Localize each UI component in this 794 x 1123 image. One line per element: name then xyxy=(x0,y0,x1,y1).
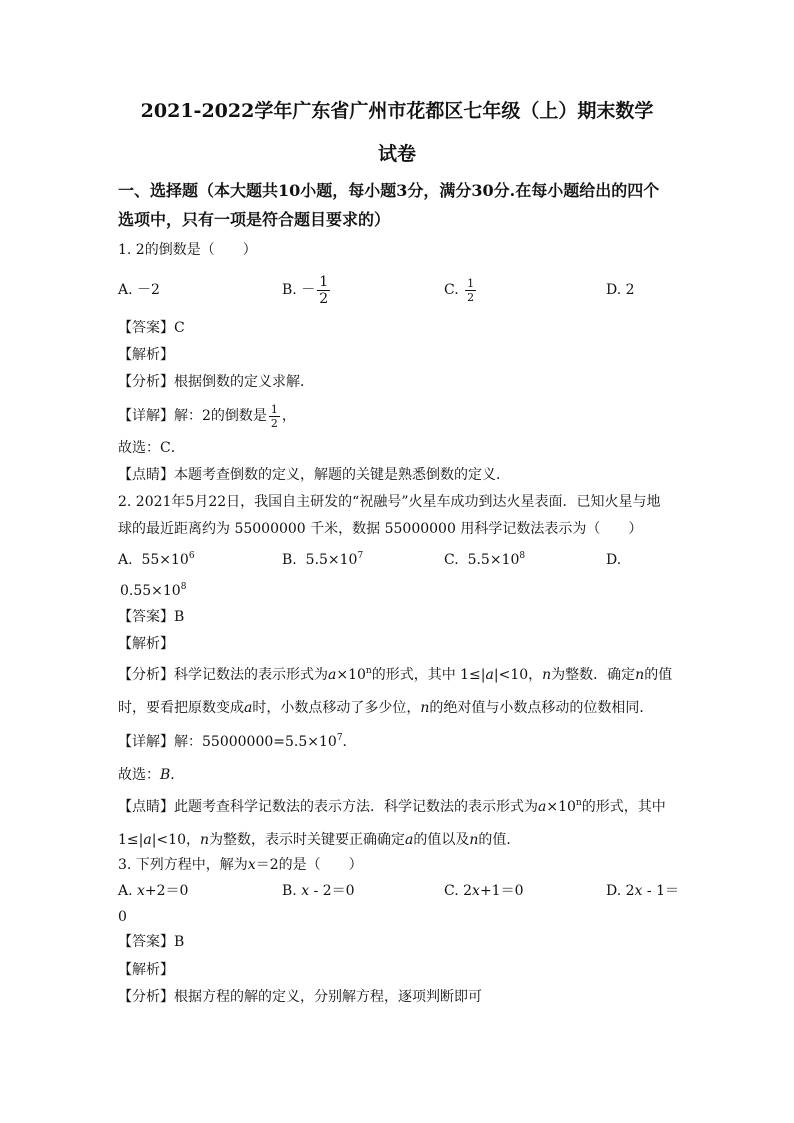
text-run: 的形式，其中 xyxy=(581,799,666,815)
text-run: +1＝0 xyxy=(479,883,524,899)
math-var: a xyxy=(244,700,253,716)
q2-option-d-base: 0.55×10 xyxy=(120,583,181,599)
text-run: ． xyxy=(170,767,185,783)
q1-option-c xyxy=(444,270,478,310)
text-run: 【分析】科学记数法的表示形式为 xyxy=(118,667,328,683)
q1-fenxi: 【分析】根据倒数的定义求解． xyxy=(118,374,314,390)
math-var: n xyxy=(420,700,430,716)
text-run: A. xyxy=(118,883,138,899)
fraction-denominator: 2 xyxy=(319,290,329,307)
q3-fenxi: 【分析】根据方程的解的定义，分别解方程，逐项判断即可 xyxy=(118,989,482,1005)
section-heading-line1: 一、选择题（本大题共10小题，每小题3分，满分30分.在每小题给出的四个 xyxy=(118,181,660,200)
section-heading-line2: 选项中，只有一项是符合题目要求的） xyxy=(118,210,391,229)
q1-option-b-fraction xyxy=(317,275,330,306)
page-title-line1: 2021-2022学年广东省广州市花都区七年级（上）期末数学 xyxy=(140,100,654,122)
text-run: C. 2 xyxy=(444,883,473,899)
q2-option-c-base: 5.5×10 xyxy=(467,552,520,568)
q1-jiexi: 【解析】 xyxy=(118,347,174,363)
q2-option-a-base: 55×10 xyxy=(141,552,189,568)
q1-detail xyxy=(118,396,296,436)
q2-option-b-base: 5.5×10 xyxy=(305,552,358,568)
math-var: n xyxy=(542,667,552,683)
text-run: ＝2的是（ ） xyxy=(255,857,363,873)
q3-answer: 【答案】B xyxy=(118,934,185,950)
math-var: B xyxy=(160,767,171,783)
q2-dianjing-line2 xyxy=(118,831,520,849)
q2-dianjing-line1 xyxy=(118,798,666,816)
q2-fenxi-line2 xyxy=(118,699,653,717)
math-var: n xyxy=(199,832,210,848)
fraction-denominator: 2 xyxy=(270,416,278,430)
q3-jiexi: 【解析】 xyxy=(118,962,174,978)
math-exponent: n xyxy=(575,798,582,808)
q2-option-c xyxy=(444,551,525,569)
math-var: n xyxy=(635,667,645,683)
q2-option-b-exponent: 7 xyxy=(357,551,364,561)
math-var: x xyxy=(247,857,256,873)
text-run: ×10 xyxy=(336,667,366,683)
text-run: 1≤| xyxy=(118,832,144,848)
math-exponent: n xyxy=(365,666,372,676)
fraction-denominator: 2 xyxy=(467,290,475,304)
q2-stem-line1: 2. 2021年5月22日，我国自主研发的“祝融号”火星车成功到达火星表面．已知火星与地 xyxy=(118,494,661,510)
q1-choose: 故选：C． xyxy=(118,440,185,456)
q1-detail-text: 【详解】解：2的倒数是 xyxy=(118,408,267,424)
text-run: 3. 下列方程中，解为 xyxy=(118,857,248,873)
q2-fenxi-line1 xyxy=(118,666,672,684)
q2-option-b-label: B. xyxy=(282,552,297,568)
math-var: n xyxy=(469,832,479,848)
text-run: |<10， xyxy=(493,667,543,683)
q3-option-c xyxy=(444,882,523,900)
page-title-line2: 试卷 xyxy=(377,143,416,165)
q1-option-a: A. －2 xyxy=(118,282,160,298)
text-run: 【点睛】此题考查科学记数法的表示方法．科学记数法的表示形式为 xyxy=(118,799,538,815)
text-run: 为整数，表示时关键要正确确定 xyxy=(209,832,406,848)
math-var: x xyxy=(301,883,310,899)
text-run: 时，要看把原数变成 xyxy=(118,700,244,716)
q2-option-a-exponent: 6 xyxy=(188,551,195,561)
text-run: ． xyxy=(342,734,357,750)
q2-detail xyxy=(118,733,357,751)
q2-choose xyxy=(118,766,184,784)
text-run: 时，小数点移动了多少位， xyxy=(252,700,421,716)
text-run: ×10 xyxy=(546,799,576,815)
q3-option-d-wrap: 0 xyxy=(118,909,127,925)
q1-option-c-label: C. xyxy=(444,282,459,298)
text-run: |<10， xyxy=(151,832,200,848)
q2-option-c-exponent: 8 xyxy=(519,551,526,561)
text-run: 为整数．确定 xyxy=(551,667,636,683)
q1-option-b-label: B. － xyxy=(282,282,316,298)
text-run: 的绝对值与小数点移动的位数相同． xyxy=(429,700,654,716)
text-run: 【详解】解：55000000=5.5×10 xyxy=(118,734,337,750)
math-var: x xyxy=(472,883,480,899)
math-var: a xyxy=(538,799,547,815)
q2-stem-line2: 球的最近距离约为 55000000 千米，数据 55000000 用科学记数法表示为（ ） xyxy=(118,521,643,537)
text-run: D. 2 xyxy=(606,883,635,899)
q3-option-d xyxy=(606,882,679,900)
text-run: 的值． xyxy=(478,832,521,848)
fraction-numerator: 1 xyxy=(270,402,278,416)
math-var: x xyxy=(137,883,145,899)
q1-option-d: D. 2 xyxy=(606,282,635,298)
q3-option-a xyxy=(118,882,188,900)
math-var: a xyxy=(405,832,414,848)
text-run: - 1＝ xyxy=(642,883,679,899)
q1-detail-fraction xyxy=(269,404,280,429)
q2-jiexi: 【解析】 xyxy=(118,636,174,652)
q1-dianjing: 【点睛】本题考查倒数的定义，解题的关键是熟悉倒数的定义． xyxy=(118,467,510,483)
text-run: +2＝0 xyxy=(144,883,189,899)
q1-answer: 【答案】C xyxy=(118,320,185,336)
q2-option-a xyxy=(118,551,195,569)
math-var: a xyxy=(485,667,494,683)
q1-stem: 1. 2的倒数是（ ） xyxy=(118,242,257,258)
q1-detail-end: ， xyxy=(281,408,296,424)
q2-option-d xyxy=(120,582,186,600)
math-var: a xyxy=(328,667,337,683)
fraction-numerator: 1 xyxy=(467,276,475,290)
q2-option-c-label: C. xyxy=(444,552,459,568)
q3-stem xyxy=(118,856,363,874)
q2-option-b xyxy=(282,551,363,569)
q1-option-c-fraction xyxy=(465,278,476,303)
math-exponent: 7 xyxy=(336,733,343,743)
text-run: 的值以及 xyxy=(413,832,470,848)
q2-option-a-label: A. xyxy=(118,552,133,568)
q2-option-d-exponent: 8 xyxy=(180,582,187,592)
q1-option-b xyxy=(282,268,332,312)
text-run: B. xyxy=(282,883,302,899)
math-var: x xyxy=(634,883,643,899)
fraction-numerator: 1 xyxy=(319,273,329,290)
q2-answer: 【答案】B xyxy=(118,609,185,625)
text-run: - 2＝0 xyxy=(309,883,355,899)
q3-option-b xyxy=(282,882,355,900)
q2-option-d-label: D. xyxy=(606,552,622,568)
text-run: 故选： xyxy=(118,767,160,783)
text-run: 的值 xyxy=(644,667,673,683)
text-run: 的形式，其中 1≤| xyxy=(371,667,486,683)
math-var: a xyxy=(143,832,152,848)
